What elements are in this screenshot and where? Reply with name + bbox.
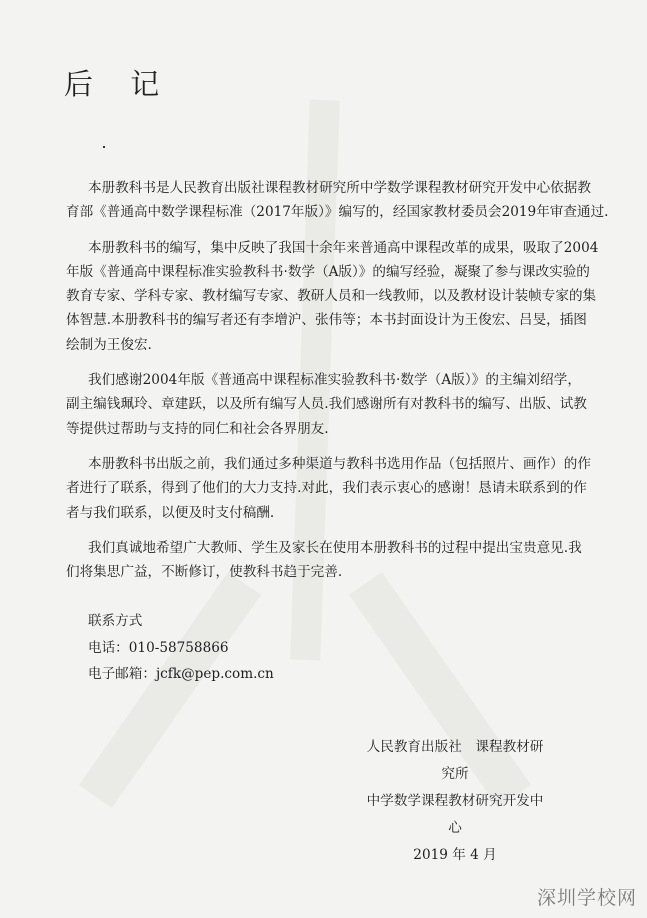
signature-date: 2019 年 4 月 bbox=[413, 847, 497, 863]
paragraph bbox=[66, 368, 587, 441]
contact-info bbox=[88, 608, 274, 688]
paragraph-line: 本册教科书出版之前，我们通过多种渠道与教科书选用作品（包括照片、画作）的作 bbox=[88, 455, 591, 472]
afterword-body bbox=[66, 176, 609, 595]
paragraph-line: 绘制为王俊宏. bbox=[66, 336, 152, 353]
paragraph-line: 们将集思广益，不断修订，使教科书趋于完善. bbox=[66, 564, 343, 581]
paragraph-line: 我们真诚地希望广大教师、学生及家长在使用本册教科书的过程中提出宝贵意见.我 bbox=[88, 539, 582, 556]
paragraph-line: 教育专家、学科专家、教材编写专家、教研人员和一线教师，以及教材设计装帧专家的集 bbox=[66, 288, 597, 305]
site-watermark: 深圳学校网 bbox=[536, 887, 637, 909]
paragraph bbox=[66, 452, 591, 525]
paragraph-line: 等提供过帮助与支持的同仁和社会各界朋友. bbox=[66, 420, 329, 437]
paragraph-line: 我们感谢2004年版《普通高中课程标准实验教科书·数学（A版）》的主编刘绍学， bbox=[88, 372, 581, 389]
paragraph-line: 者进行了联系，得到了他们的大力支持.对此，我们表示衷心的感谢！恳请未联系到的作 bbox=[66, 480, 587, 497]
paragraph-line: 者与我们联系，以便及时支付稿酬. bbox=[66, 504, 275, 521]
paragraph-line: 体智慧.本册教科书的编写者还有李增沪、张伟等；本书封面设计为王俊宏、吕旻，插图 bbox=[66, 312, 587, 329]
paragraph-line: 育部《普通高中数学课程标准（2017年版）》编写的，经国家教材委员会2019年审查通过. bbox=[66, 204, 609, 221]
paragraph-line: 副主编钱珮玲、章建跃，以及所有编写人员.我们感谢所有对教科书的编写、出版、试教 bbox=[66, 396, 587, 413]
paragraph-line: 本册教科书是人民教育出版社课程教材研究所中学数学课程教材研究开发中心依据教 bbox=[88, 180, 591, 196]
page-title: 后 记 bbox=[64, 67, 174, 101]
contact-heading: 联系方式 bbox=[88, 613, 143, 629]
contact-phone: 电话：010-58758866 bbox=[88, 639, 229, 656]
signature-block bbox=[360, 734, 550, 869]
paragraph bbox=[66, 536, 581, 585]
stray-dot bbox=[103, 146, 105, 148]
paragraph-line: 本册教科书的编写，集中反映了我国十余年来普通高中课程改革的成果，吸取了2004 bbox=[88, 239, 599, 256]
paragraph bbox=[66, 176, 609, 225]
paragraph-line: 年版《普通高中课程标准实验教科书·数学（A版）》的编写经验，凝聚了参与课改实验的 bbox=[66, 263, 590, 280]
paragraph bbox=[66, 236, 599, 357]
signature-center: 中学数学课程教材研究开发中心 bbox=[366, 793, 544, 836]
contact-email: 电子邮箱：jcfk@pep.com.cn bbox=[88, 666, 274, 682]
signature-publisher: 人民教育出版社 课程教材研究所 bbox=[366, 739, 544, 782]
